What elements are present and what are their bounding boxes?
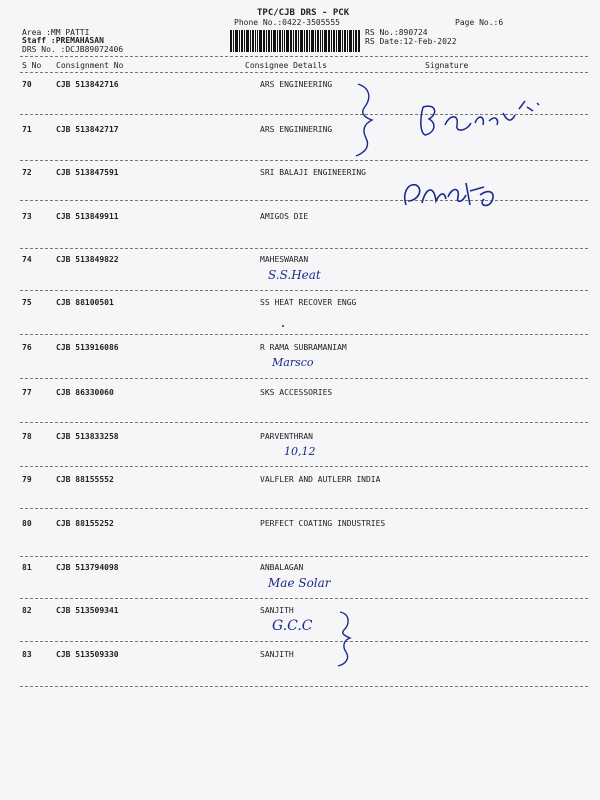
row-divider <box>20 466 588 467</box>
row-divider <box>20 378 588 379</box>
signature-1-stroke <box>415 95 555 140</box>
row-consignment: CJB 88100501 <box>56 298 114 307</box>
row-consignee: AMIGOS DIE <box>260 212 309 221</box>
row-consignment: CJB 513842716 <box>56 80 119 89</box>
row-consignee: R RAMA SUBRAMANIAM <box>260 343 347 352</box>
handwritten-note: S.S.Heat <box>268 268 321 282</box>
row-consignee: MAHESWARAN <box>260 255 309 264</box>
handwritten-note: G.C.C <box>272 618 313 634</box>
row-divider <box>20 248 588 249</box>
row-divider <box>20 686 588 687</box>
row-divider <box>20 641 588 642</box>
row-consignee: SS HEAT RECOVER ENGG <box>260 298 357 307</box>
handwritten-note: 10,12 <box>284 445 316 458</box>
row-consignment: CJB 513509330 <box>56 650 119 659</box>
barcode <box>230 30 360 52</box>
row-sno: 79 <box>22 475 32 484</box>
brace-mark <box>352 80 382 160</box>
row-consignee: PERFECT COATING INDUSTRIES <box>260 519 386 528</box>
row-sno: 82 <box>22 606 32 615</box>
area-label: Area :MM PATTI <box>22 28 90 37</box>
row-consignment: CJB 513794098 <box>56 563 119 572</box>
page-number: Page No.:6 <box>455 18 504 27</box>
row-sno: 74 <box>22 255 32 264</box>
row-consignment: CJB 513849911 <box>56 212 119 221</box>
row-consignee: SRI BALAJI ENGINEERING <box>260 168 366 177</box>
row-consignee: SANJITH <box>260 606 294 615</box>
row-sno: 71 <box>22 125 32 134</box>
row-consignee: PARVENTHRAN <box>260 432 313 441</box>
staff-label: Staff :PREMAHASAN <box>22 36 104 45</box>
row-sno: 77 <box>22 388 32 397</box>
brace-mark <box>336 608 360 668</box>
row-consignee: SANJITH <box>260 650 294 659</box>
row-sno: 75 <box>22 298 32 307</box>
column-header-signature: Signature <box>425 61 469 70</box>
row-sno: 80 <box>22 519 32 528</box>
column-header-consignment: Consignment No <box>56 61 124 70</box>
row-sno: 78 <box>22 432 32 441</box>
row-sno: 83 <box>22 650 32 659</box>
handwritten-note: Mae Solar <box>268 576 331 590</box>
row-divider <box>20 334 588 335</box>
row-sno: 81 <box>22 563 32 572</box>
column-header-sno: S No <box>22 61 42 70</box>
row-divider <box>20 598 588 599</box>
row-consignment: CJB 88155552 <box>56 475 114 484</box>
barcode-graphic <box>230 30 360 52</box>
row-consignee: ANBALAGAN <box>260 563 304 572</box>
row-consignee: SKS ACCESSORIES <box>260 388 333 397</box>
row-sno: 76 <box>22 343 32 352</box>
row-divider <box>20 160 588 161</box>
row-consignee: ARS ENGINNERING <box>260 125 333 134</box>
row-consignment: CJB 513509341 <box>56 606 119 615</box>
rs-date: RS Date:12-Feb-2022 <box>365 37 457 46</box>
drs-number: DRS No. :DCJB89072406 <box>22 45 124 54</box>
document-title: TPC/CJB DRS - PCK <box>257 8 350 18</box>
row-consignment: CJB 513842717 <box>56 125 119 134</box>
header-bottom-divider <box>20 72 588 73</box>
row-consignee: VALFLER AND AUTLERR INDIA <box>260 475 381 484</box>
row-consignee: ARS ENGINEERING <box>260 80 333 89</box>
header-top-divider <box>20 56 588 57</box>
row-consignment: CJB 513916086 <box>56 343 119 352</box>
signature-2-stroke <box>400 175 510 215</box>
phone-number: Phone No.:0422-3505555 <box>234 18 340 27</box>
row-consignment: CJB 513849822 <box>56 255 119 264</box>
row-sno: 72 <box>22 168 32 177</box>
row-divider <box>20 422 588 423</box>
row-consignment: CJB 513847591 <box>56 168 119 177</box>
row-divider <box>20 290 588 291</box>
row-consignment: CJB 513833258 <box>56 432 119 441</box>
column-header-consignee: Consignee Details <box>245 61 327 70</box>
row-consignment: CJB 88155252 <box>56 519 114 528</box>
row-sno: 73 <box>22 212 32 221</box>
ink-dot <box>282 325 284 327</box>
row-sno: 70 <box>22 80 32 89</box>
rs-number: RS No.:890724 <box>365 28 428 37</box>
handwritten-note: Marsco <box>272 356 314 369</box>
row-consignment: CJB 86330060 <box>56 388 114 397</box>
row-divider <box>20 556 588 557</box>
row-divider <box>20 508 588 509</box>
